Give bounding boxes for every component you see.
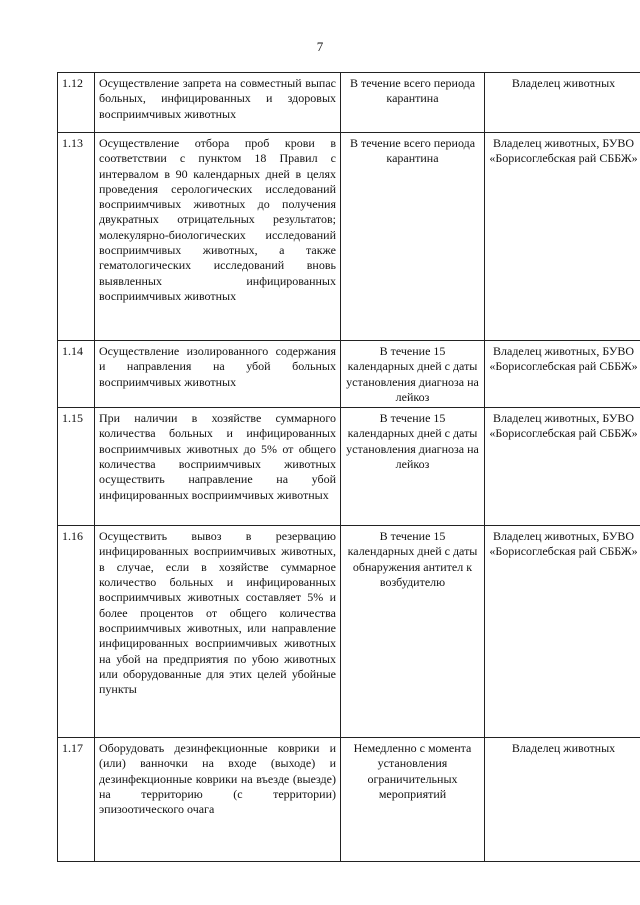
- measure-term: В течение всего периода карантина: [341, 73, 485, 133]
- measures-table: [57, 72, 640, 862]
- measure-responsible: Владелец животных, БУВО «Борисоглебская рай СББЖ»: [485, 341, 640, 408]
- measure-responsible: Владелец животных, БУВО «Борисоглебская рай СББЖ»: [485, 526, 640, 738]
- measure-description: При наличии в хозяйстве суммарного количества больных и инфицированных восприимчивых животных до 5% от общего количества восприимчивых животных осуществить направление на убой инфицированных восприимчивых животных: [95, 408, 341, 526]
- table-row: [58, 526, 640, 738]
- measure-description: Осуществление изолированного содержания и направления на убой больных восприимчивых животных: [95, 341, 341, 408]
- table-row: [58, 73, 640, 133]
- measure-term: Немедленно с момента установления ограничительных мероприятий: [341, 738, 485, 862]
- measure-description: Осуществление запрета на совместный выпас больных, инфицированных и здоровых восприимчивых животных: [95, 73, 341, 133]
- item-number: 1.13: [58, 133, 95, 341]
- item-number: 1.16: [58, 526, 95, 738]
- table-row: [58, 133, 640, 341]
- item-number: 1.12: [58, 73, 95, 133]
- table-row: [58, 341, 640, 408]
- table-row: [58, 738, 640, 862]
- measure-responsible: Владелец животных, БУВО «Борисоглебская рай СББЖ»: [485, 408, 640, 526]
- measure-term: В течение 15 календарных дней с даты обнаружения антител к возбудителю: [341, 526, 485, 738]
- measure-term: В течение 15 календарных дней с даты установления диагноза на лейкоз: [341, 408, 485, 526]
- page-number: 7: [316, 39, 324, 54]
- measure-term: В течение всего периода карантина: [341, 133, 485, 341]
- measure-description: Осуществление отбора проб крови в соответствии с пунктом 18 Правил с интервалом в 90 календарных дней в целях проведения серологических исследований восприимчивых животных до получения двукратных отрицательных результатов; молекулярно-биологических исследований восприимчивых животных, а также гематологических исследований вновь выявленных инфицированных восприимчивых животных: [95, 133, 341, 341]
- item-number: 1.15: [58, 408, 95, 526]
- measure-description: Осуществить вывоз в резервацию инфицированных восприимчивых животных, в случае, если в хозяйстве суммарное количество больных и инфицированных восприимчивых животных составляет 5% и более процентов от общего количества восприимчивых животных, или направление инфицированных восприимчивых животных на убой на предприятия по убою животных или оборудованные для этих целей убойные пункты: [95, 526, 341, 738]
- item-number: 1.17: [58, 738, 95, 862]
- measure-responsible: Владелец животных, БУВО «Борисоглебская рай СББЖ»: [485, 133, 640, 341]
- measure-responsible: Владелец животных: [485, 73, 640, 133]
- measure-responsible: Владелец животных: [485, 738, 640, 862]
- item-number: 1.14: [58, 341, 95, 408]
- measure-term: В течение 15 календарных дней с даты установления диагноза на лейкоз: [341, 341, 485, 408]
- measure-description: Оборудовать дезинфекционные коврики и (или) ванночки на входе (выходе) и дезинфекционные коврики на въезде (выезде) на территорию (с территории) эпизоотического очага: [95, 738, 341, 862]
- table-row: [58, 408, 640, 526]
